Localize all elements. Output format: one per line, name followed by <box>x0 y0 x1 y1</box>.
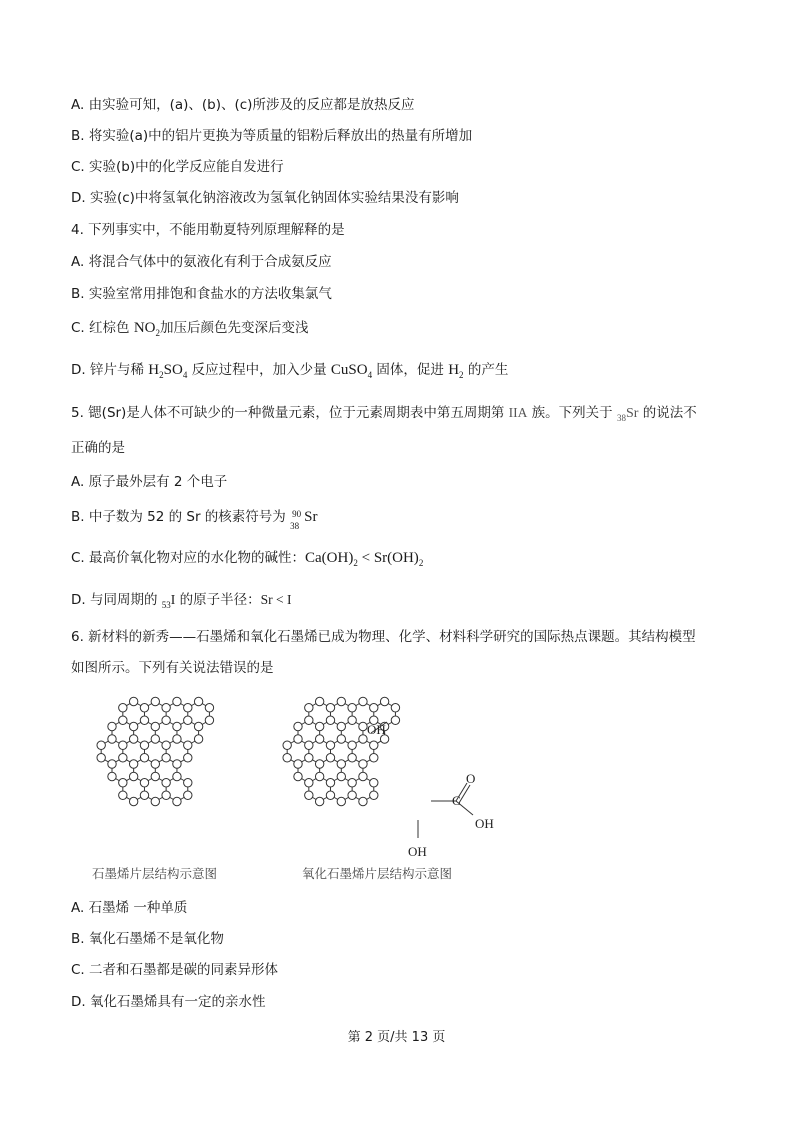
carbon-atom <box>359 735 367 743</box>
q3-option-b: B. 将实验(a)中的铝片更换为等质量的铝粉后释放出的热量有所增加 <box>71 128 473 144</box>
q5-d-text-mid: 的原子半径： <box>175 592 261 608</box>
caoh2-symbol: Ca(OH) <box>305 550 354 566</box>
carbon-atom <box>140 704 148 712</box>
carbon-atom <box>151 797 159 805</box>
carbon-atom <box>315 735 323 743</box>
q5-stem-line1 <box>71 403 697 428</box>
carbon-atom <box>162 704 170 712</box>
q3-option-d: D. 实验(c)中将氢氧化钠溶液改为氢氧化钠固体实验结果没有影响 <box>71 190 459 206</box>
carbon-atom <box>119 716 127 724</box>
carbon-atom <box>370 754 378 762</box>
q3-option-a: A. 由实验可知，(a)、(b)、(c)所涉及的反应都是放热反应 <box>71 97 415 113</box>
sroh2-sub: 2 <box>418 558 424 568</box>
carbon-atom <box>359 697 367 705</box>
carbon-atom <box>326 754 334 762</box>
q4-d-text-mid2: 固体，促进 <box>372 362 449 378</box>
q5-option-a: A. 原子最外层有 2 个电子 <box>71 474 228 490</box>
carbon-atom <box>380 697 388 705</box>
carbon-atom <box>140 716 148 724</box>
carbon-atom <box>283 754 291 762</box>
carbon-atom <box>348 779 356 787</box>
q4-option-b: B. 实验室常用排饱和食盐水的方法收集氯气 <box>71 286 332 302</box>
carbon-atom <box>348 741 356 749</box>
oh-label-top: OH <box>367 722 386 737</box>
carbon-atom <box>140 779 148 787</box>
caption-graphene-oxide: 氧化石墨烯片层结构示意图 <box>302 866 453 881</box>
carbon-atom <box>205 704 213 712</box>
q5-stem-mid: 族。下列关于 <box>527 405 617 421</box>
caoh2-formula <box>305 550 423 566</box>
carbon-atom <box>173 797 181 805</box>
carbon-atom <box>283 741 291 749</box>
carbon-atom <box>119 704 127 712</box>
carbon-atom <box>108 735 116 743</box>
q4-c-text: C. 红棕色 <box>71 320 134 336</box>
h2so4-formula <box>148 362 187 378</box>
carbon-atom <box>326 791 334 799</box>
q5-option-d <box>71 590 291 615</box>
q3-option-c: C. 实验(b)中的化学反应能自发进行 <box>71 159 284 175</box>
carbon-atom <box>129 772 137 780</box>
carbon-atom <box>108 722 116 730</box>
carbon-atom <box>315 760 323 768</box>
cuso4-symbol: CuSO <box>330 362 368 378</box>
carbon-atom <box>184 716 192 724</box>
iodine-atomic-number: 53 <box>161 600 171 610</box>
carbon-atom <box>140 791 148 799</box>
carbon-atom <box>173 722 181 730</box>
h2so4-sub2: 4 <box>182 370 188 380</box>
h2-sub: 2 <box>459 370 464 380</box>
carbon-atom <box>140 741 148 749</box>
carbon-atom <box>129 797 137 805</box>
carbon-atom <box>119 779 127 787</box>
h2so4-sub1: 2 <box>159 370 164 380</box>
h2so4-h: H <box>148 362 160 378</box>
q6-option-d: D. 氧化石墨烯具有一定的亲水性 <box>71 994 266 1010</box>
q5-option-c <box>71 548 423 573</box>
q5-c-text: C. 最高价氧化物对应的水化物的碱性： <box>71 550 306 566</box>
carbon-atom <box>305 791 313 799</box>
carbon-atom <box>370 791 378 799</box>
q4-option-a: A. 将混合气体中的氨液化有利于合成氨反应 <box>71 254 332 270</box>
carbon-atom <box>151 760 159 768</box>
carbon-atom <box>173 735 181 743</box>
c-label: C <box>452 793 461 808</box>
carbon-atom <box>326 716 334 724</box>
carbon-atom <box>348 754 356 762</box>
sr-mass-number: 90 <box>292 509 302 519</box>
carbon-atom <box>194 735 202 743</box>
carbon-atom <box>97 741 105 749</box>
carbon-atom <box>326 704 334 712</box>
carbon-atom <box>194 722 202 730</box>
carbon-atom <box>315 797 323 805</box>
carbon-atom <box>370 704 378 712</box>
o-label: O <box>466 771 476 786</box>
carbon-atom <box>359 760 367 768</box>
carbon-atom <box>315 722 323 730</box>
q4-c-text-end: 加压后颜色先变深后变浅 <box>159 320 309 336</box>
carbon-atom <box>305 704 313 712</box>
carbon-atom <box>326 779 334 787</box>
q5-option-b <box>71 507 318 531</box>
q5-d-text: D. 与同周期的 <box>71 592 162 608</box>
carbon-atom <box>326 741 334 749</box>
h2-symbol: H <box>448 362 460 378</box>
q4-option-c <box>71 318 308 343</box>
carbon-atom <box>359 797 367 805</box>
carbon-atom <box>119 754 127 762</box>
carbon-atom <box>129 760 137 768</box>
q5-stem-line2: 正确的是 <box>71 440 125 456</box>
carbon-atom <box>315 772 323 780</box>
q5-stem-end: 的说法不 <box>638 405 697 421</box>
cuso4-sub: 4 <box>367 370 373 380</box>
carbon-atom <box>305 754 313 762</box>
carbon-atom <box>294 772 302 780</box>
q5-stem-text: 5. 锶(Sr)是人体不可缺少的一种微量元素，位于元素周期表中第五周期第 <box>71 405 509 421</box>
carbon-atom <box>348 704 356 712</box>
less-than-sign: < <box>357 550 374 566</box>
caption-graphene: 石墨烯片层结构示意图 <box>92 866 218 881</box>
carbon-atom <box>119 741 127 749</box>
q6-option-a: A. 石墨烯 一种单质 <box>71 900 188 916</box>
caoh2-sub: 2 <box>353 558 358 568</box>
carbon-atom <box>151 772 159 780</box>
sroh2-symbol: Sr(OH) <box>373 550 419 566</box>
carbon-atom <box>348 791 356 799</box>
iodine-symbol: I <box>170 592 176 607</box>
carbon-atom <box>337 697 345 705</box>
carbon-atom <box>205 716 213 724</box>
radius-comparison: Sr < I <box>260 592 292 607</box>
carbon-atom <box>294 760 302 768</box>
carbon-atom <box>151 697 159 705</box>
carbon-atom <box>305 716 313 724</box>
no2-subscript: 2 <box>155 328 160 338</box>
carbon-atom <box>162 716 170 724</box>
carbon-atom <box>370 779 378 787</box>
q6-option-b: B. 氧化石墨烯不是氧化物 <box>71 931 224 947</box>
carbon-atom <box>140 754 148 762</box>
carbon-atom <box>151 722 159 730</box>
page-footer: 第 2 页/共 13 页 <box>347 1030 446 1045</box>
h2-formula <box>448 362 463 378</box>
carbon-atom <box>305 779 313 787</box>
carbon-atom <box>391 704 399 712</box>
carbon-atom <box>173 697 181 705</box>
carbon-atom <box>108 772 116 780</box>
carbon-atom <box>184 704 192 712</box>
carbon-atom <box>173 760 181 768</box>
q4-d-text-mid: 反应过程中，加入少量 <box>187 362 331 378</box>
q5-sr-symbol: Sr <box>625 406 639 421</box>
carbon-atom <box>194 697 202 705</box>
carbon-atom <box>337 735 345 743</box>
sr-nuclide <box>290 507 304 531</box>
carbon-atom <box>129 722 137 730</box>
graphene-lattice <box>97 697 214 805</box>
carbon-atom <box>173 772 181 780</box>
no2-symbol: NO <box>133 320 156 336</box>
lattice-diagram <box>80 688 520 888</box>
graphene-oxide-lattice <box>283 697 400 805</box>
q6-option-c: C. 二者和石墨都是碳的同素异形体 <box>71 962 279 978</box>
carbon-atom <box>370 741 378 749</box>
sr-atomic-number: 38 <box>290 521 300 531</box>
carbon-atom <box>294 722 302 730</box>
carbon-atom <box>184 741 192 749</box>
carbon-atom <box>391 716 399 724</box>
q5-b-text: B. 中子数为 52 的 Sr 的核素符号为 <box>71 509 291 525</box>
carbon-atom <box>184 791 192 799</box>
carbon-atom <box>184 779 192 787</box>
carbon-atom <box>162 741 170 749</box>
carbon-atom <box>108 760 116 768</box>
oh-label-bottom: OH <box>408 844 427 859</box>
cuso4-formula <box>331 362 372 378</box>
carbon-atom <box>162 754 170 762</box>
q4-d-text-end: 的产生 <box>463 362 509 378</box>
q4-option-d <box>71 360 508 385</box>
h2so4-so: SO <box>163 362 183 378</box>
q5-sr-sub: 38 <box>616 413 626 423</box>
carbon-atom <box>337 760 345 768</box>
carbon-atom <box>162 779 170 787</box>
carbon-atom <box>337 722 345 730</box>
q4-d-text: D. 锌片与稀 <box>71 362 149 378</box>
carbon-atom <box>162 791 170 799</box>
carbon-atom <box>184 754 192 762</box>
carbon-atom <box>119 791 127 799</box>
carbon-atom <box>129 735 137 743</box>
carbon-atom <box>151 735 159 743</box>
carbon-atom <box>337 772 345 780</box>
sr-symbol: Sr <box>304 509 318 525</box>
carbon-atom <box>294 735 302 743</box>
carbon-atom <box>359 722 367 730</box>
carbon-atom <box>97 754 105 762</box>
q6-stem-line1: 6. 新材料的新秀——石墨烯和氧化石墨烯已成为物理、化学、材料科学研究的国际热点课题。其结构模型 <box>71 629 696 645</box>
q6-stem-line2: 如图所示。下列有关说法错误的是 <box>71 660 274 676</box>
q5-group: IIA <box>508 405 528 420</box>
carbon-atom <box>348 716 356 724</box>
carbon-atom <box>315 697 323 705</box>
no2-formula <box>134 320 160 336</box>
carbon-atom <box>337 797 345 805</box>
carbon-atom <box>359 772 367 780</box>
graphene-structure-figure <box>80 688 520 892</box>
q4-stem: 4. 下列事实中，不能用勒夏特列原理解释的是 <box>71 222 345 238</box>
carbon-atom <box>305 741 313 749</box>
oh-label-right: OH <box>475 816 494 831</box>
carbon-atom <box>129 697 137 705</box>
